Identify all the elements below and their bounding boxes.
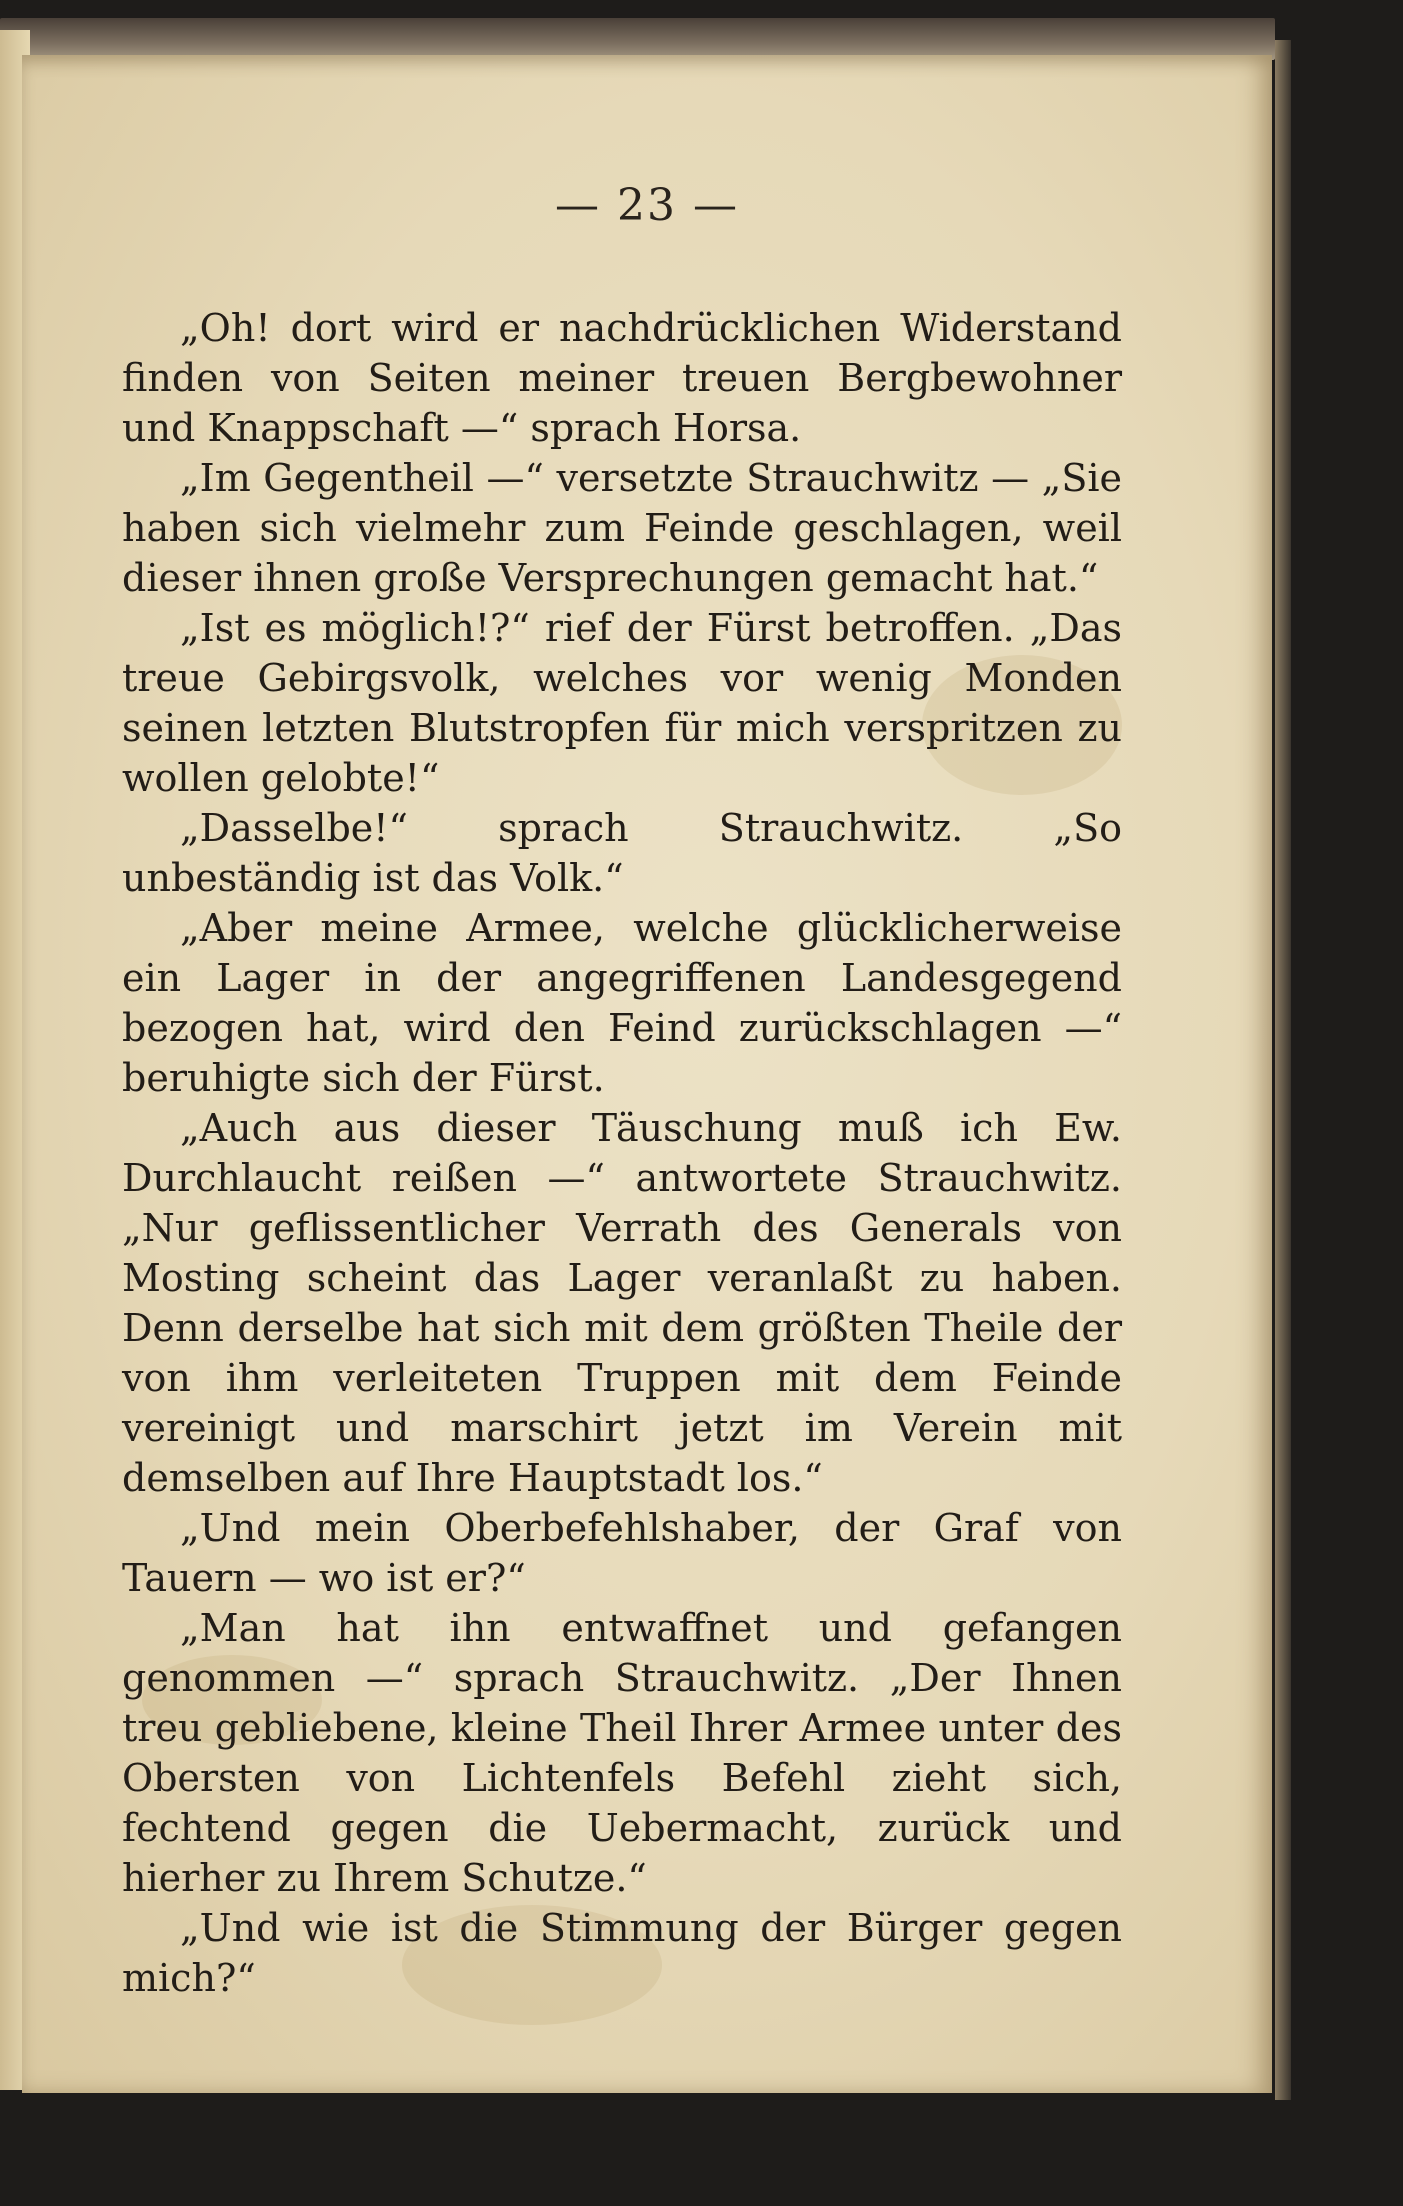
paragraph: „Und wie ist die Stimmung der Bürger gegen mich?“: [122, 1906, 1122, 2000]
book-page: [22, 55, 1272, 2093]
paragraph: „Ist es möglich!?“ rief der Fürst betroffen. „Das treue Gebirgsvolk, welches vor wenig Monden seinen letzten Blutstropfen für mich verspritzen zu wollen gelobte!“: [122, 606, 1122, 800]
paragraph: „Man hat ihn entwaffnet und gefangen genommen —“ sprach Strauchwitz. „Der Ihnen treu gebliebene, kleine Theil Ihrer Armee unter des Obersten von Lichtenfels Befehl zieht sich, fechtend gegen die Uebermacht, zurück und hierher zu Ihrem Schutze.“: [122, 1606, 1122, 1900]
body-text: [122, 303, 1122, 2003]
page-number: — 23 —: [555, 180, 739, 231]
paragraph: „Im Gegentheil —“ versetzte Strauchwitz — „Sie haben sich vielmehr zum Feinde geschlagen, weil dieser ihnen große Versprechungen gemacht hat.“: [122, 456, 1122, 600]
paragraph: „Und mein Oberbefehlshaber, der Graf von Tauern — wo ist er?“: [122, 1506, 1122, 1600]
paragraph: „Auch aus dieser Täuschung muß ich Ew. Durchlaucht reißen —“ antwortete Strauchwitz. „Nur geflissentlicher Verrath des Generals von Mosting scheint das Lager veranlaßt zu haben. Denn derselbe hat sich mit dem größten Theile der von ihm verleiteten Truppen mit dem Feinde vereinigt und marschirt jetzt im Verein mit demselben auf Ihre Hauptstadt los.“: [122, 1106, 1122, 1500]
paragraph: „Aber meine Armee, welche glücklicherweise ein Lager in der angegriffenen Landesgegend bezogen hat, wird den Feind zurückschlagen —“ beruhigte sich der Fürst.: [122, 906, 1122, 1100]
paragraph: „Dasselbe!“ sprach Strauchwitz. „So unbeständig ist das Volk.“: [122, 806, 1122, 900]
paragraph: „Oh! dort wird er nachdrücklichen Widerstand finden von Seiten meiner treuen Bergbewohner und Knappschaft —“ sprach Horsa.: [122, 306, 1122, 450]
book-binding-top: [0, 18, 1275, 60]
book-edge-right: [1275, 40, 1291, 2100]
